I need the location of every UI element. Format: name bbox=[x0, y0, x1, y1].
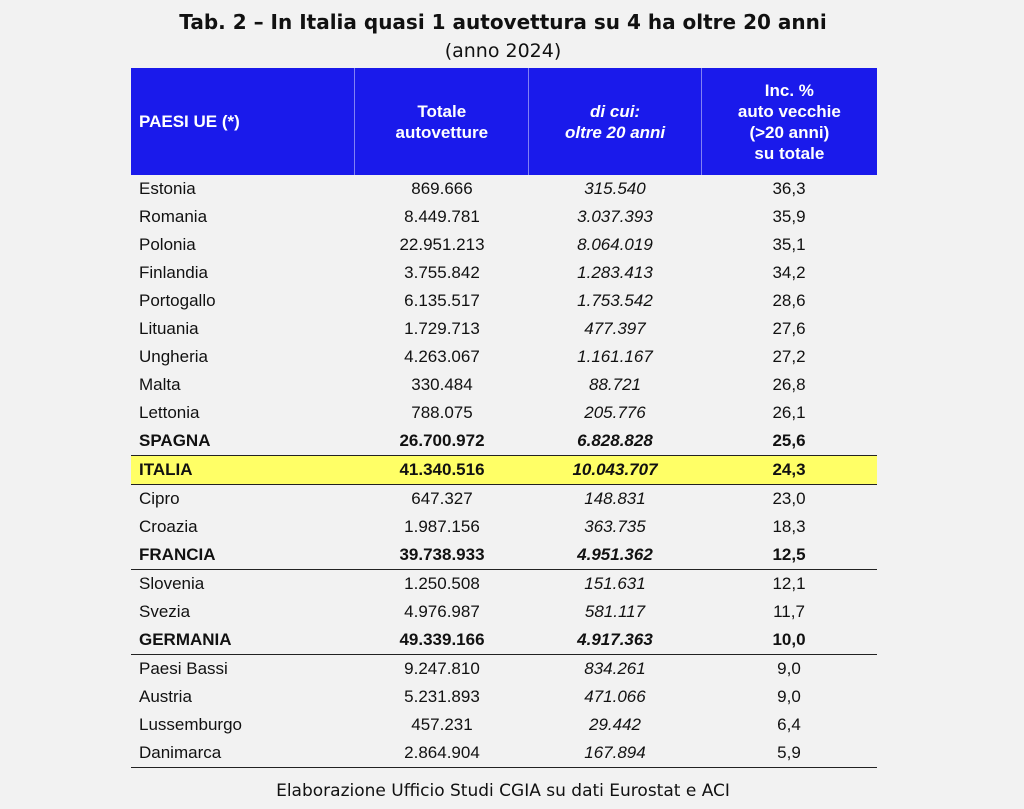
cell-total: 869.666 bbox=[411, 179, 473, 198]
header-over20 bbox=[528, 68, 700, 175]
table-body bbox=[131, 175, 877, 768]
cell-total: 4.976.987 bbox=[404, 602, 480, 621]
table-row bbox=[131, 427, 877, 455]
table-row bbox=[131, 541, 877, 570]
table-row bbox=[131, 739, 877, 767]
cell-pct: 28,6 bbox=[772, 291, 806, 310]
table-subtitle: (anno 2024) bbox=[444, 40, 562, 62]
table-row bbox=[131, 570, 877, 598]
cell-total: 6.135.517 bbox=[404, 291, 480, 310]
cell-country: Polonia bbox=[139, 235, 196, 254]
cell-country: SPAGNA bbox=[139, 431, 211, 450]
cell-pct: 9,0 bbox=[777, 659, 801, 678]
cell-total: 1.729.713 bbox=[404, 319, 480, 338]
cell-total: 330.484 bbox=[411, 375, 473, 394]
cell-total: 8.449.781 bbox=[404, 207, 480, 226]
source-note: Elaborazione Ufficio Studi CGIA su dati Eurostat e ACI bbox=[276, 781, 730, 801]
cell-country: Danimarca bbox=[139, 743, 222, 762]
cell-country: Finlandia bbox=[139, 263, 208, 282]
cell-total: 4.263.067 bbox=[404, 347, 480, 366]
cell-pct: 23,0 bbox=[772, 489, 806, 508]
table-row bbox=[131, 231, 877, 259]
cell-total: 1.250.508 bbox=[404, 574, 480, 593]
cell-country: Ungheria bbox=[139, 347, 208, 366]
cell-pct: 26,8 bbox=[772, 375, 806, 394]
cell-country: Lussemburgo bbox=[139, 715, 243, 734]
cell-over20: 1.161.167 bbox=[577, 347, 653, 366]
cell-country: Portogallo bbox=[139, 291, 216, 310]
table-row bbox=[131, 315, 877, 343]
table-row bbox=[131, 711, 877, 739]
cell-country: Romania bbox=[139, 207, 208, 226]
cell-country: Paesi Bassi bbox=[139, 659, 228, 678]
table-row bbox=[131, 287, 877, 315]
header-over20-line1: di cui: bbox=[590, 101, 641, 121]
cell-over20: 1.753.542 bbox=[577, 291, 653, 310]
table-row bbox=[131, 343, 877, 371]
table-title: Tab. 2 – In Italia quasi 1 autovettura su 4 ha oltre 20 anni bbox=[179, 10, 827, 34]
cell-over20: 477.397 bbox=[584, 319, 646, 338]
cell-over20: 581.117 bbox=[584, 602, 646, 621]
table-row bbox=[131, 175, 877, 203]
table-row bbox=[131, 371, 877, 399]
header-country: PAESI UE (*) bbox=[139, 112, 240, 131]
cell-country: Svezia bbox=[139, 602, 191, 621]
cell-over20: 4.917.363 bbox=[577, 630, 653, 649]
table-row bbox=[131, 399, 877, 427]
cell-pct: 10,0 bbox=[772, 630, 806, 649]
cell-pct: 35,9 bbox=[772, 207, 806, 226]
cell-country: Slovenia bbox=[139, 574, 205, 593]
cell-pct: 36,3 bbox=[772, 179, 806, 198]
cell-total: 457.231 bbox=[411, 715, 473, 734]
cell-country: ITALIA bbox=[139, 460, 193, 479]
cell-over20: 148.831 bbox=[584, 489, 646, 508]
header-total-line1: Totale bbox=[417, 101, 467, 121]
cell-country: Estonia bbox=[139, 179, 196, 198]
cell-total: 788.075 bbox=[411, 403, 473, 422]
cell-pct: 27,6 bbox=[772, 319, 806, 338]
cell-total: 26.700.972 bbox=[399, 431, 485, 450]
cell-over20: 315.540 bbox=[584, 179, 646, 198]
cell-country: FRANCIA bbox=[139, 545, 216, 564]
cell-over20: 471.066 bbox=[584, 687, 646, 706]
cell-over20: 205.776 bbox=[584, 403, 646, 422]
table-row bbox=[131, 513, 877, 541]
cell-country: GERMANIA bbox=[139, 630, 232, 649]
cell-pct: 6,4 bbox=[777, 715, 801, 734]
cell-country: Austria bbox=[139, 687, 192, 706]
header-pct-line2: auto vecchie bbox=[737, 101, 841, 121]
header-over20-line2: oltre 20 anni bbox=[565, 122, 666, 142]
cell-total: 49.339.166 bbox=[399, 630, 485, 649]
table-row-highlighted bbox=[131, 455, 877, 485]
header-pct bbox=[701, 68, 877, 175]
cell-over20: 167.894 bbox=[584, 743, 646, 762]
cell-pct: 5,9 bbox=[777, 743, 801, 762]
cell-total: 647.327 bbox=[411, 489, 473, 508]
cell-over20: 29.442 bbox=[589, 715, 641, 734]
cell-over20: 3.037.393 bbox=[577, 207, 653, 226]
table-row bbox=[131, 203, 877, 231]
cell-pct: 24,3 bbox=[772, 460, 806, 479]
cell-over20: 1.283.413 bbox=[577, 263, 653, 282]
table-row bbox=[131, 655, 877, 683]
cell-country: Malta bbox=[139, 375, 181, 394]
cell-total: 22.951.213 bbox=[399, 235, 485, 254]
cell-pct: 12,1 bbox=[772, 574, 806, 593]
cell-pct: 34,2 bbox=[772, 263, 806, 282]
cell-pct: 12,5 bbox=[772, 545, 806, 564]
cell-over20: 151.631 bbox=[584, 574, 646, 593]
cell-pct: 18,3 bbox=[772, 517, 806, 536]
header-pct-line4: su totale bbox=[754, 143, 825, 163]
table-row bbox=[131, 598, 877, 626]
cell-total: 39.738.933 bbox=[399, 545, 485, 564]
cell-over20: 88.721 bbox=[589, 375, 641, 394]
cell-country: Croazia bbox=[139, 517, 198, 536]
cell-over20: 6.828.828 bbox=[577, 431, 653, 450]
cell-over20: 4.951.362 bbox=[577, 545, 653, 564]
cell-total: 9.247.810 bbox=[404, 659, 480, 678]
header-total-line2: autovetture bbox=[395, 122, 489, 142]
table-row bbox=[131, 485, 877, 513]
cell-country: Cipro bbox=[139, 489, 180, 508]
cell-pct: 9,0 bbox=[777, 687, 801, 706]
cell-pct: 11,7 bbox=[773, 602, 805, 621]
cell-country: Lituania bbox=[139, 319, 199, 338]
cell-pct: 35,1 bbox=[772, 235, 806, 254]
table-header bbox=[131, 68, 877, 175]
cell-over20: 8.064.019 bbox=[577, 235, 653, 254]
header-pct-line3: (>20 anni) bbox=[749, 122, 830, 142]
cell-total: 2.864.904 bbox=[404, 743, 480, 762]
table-row bbox=[131, 683, 877, 711]
table-row bbox=[131, 626, 877, 655]
cell-pct: 26,1 bbox=[772, 403, 806, 422]
data-table bbox=[131, 68, 877, 768]
table-row bbox=[131, 259, 877, 287]
cell-over20: 834.261 bbox=[584, 659, 646, 678]
cell-total: 1.987.156 bbox=[404, 517, 480, 536]
cell-over20: 10.043.707 bbox=[572, 460, 658, 479]
cell-pct: 25,6 bbox=[772, 431, 806, 450]
cell-total: 41.340.516 bbox=[399, 460, 485, 479]
header-total bbox=[354, 68, 528, 175]
header-pct-line1: Inc. % bbox=[764, 80, 814, 100]
cell-total: 5.231.893 bbox=[404, 687, 480, 706]
cell-pct: 27,2 bbox=[772, 347, 806, 366]
cell-total: 3.755.842 bbox=[404, 263, 480, 282]
cell-country: Lettonia bbox=[139, 403, 200, 422]
cell-over20: 363.735 bbox=[584, 517, 646, 536]
